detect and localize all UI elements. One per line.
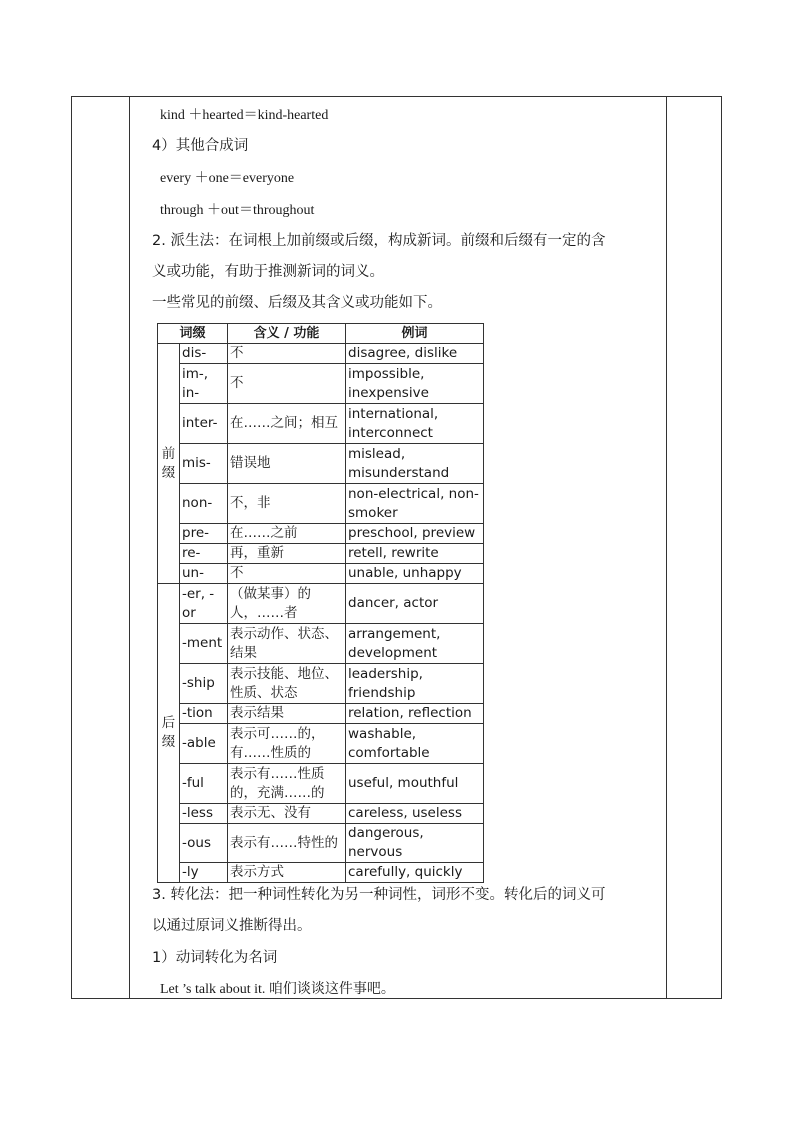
header-example: 例词 (346, 324, 484, 344)
example-cell: preschool, preview (346, 524, 484, 544)
affix-cell: -ly (180, 863, 228, 883)
example-cell: unable, unhappy (346, 564, 484, 584)
meaning-cell: 错误地 (228, 444, 346, 484)
header-affix: 词缀 (158, 324, 228, 344)
meaning-cell: 不 (228, 344, 346, 364)
affix-cell: pre- (180, 524, 228, 544)
meaning-cell: 再，重新 (228, 544, 346, 564)
table-row (158, 704, 484, 724)
example-cell: mislead, misunderstand (346, 444, 484, 484)
affix-cell: -less (180, 804, 228, 824)
subheading-verb-to-noun: 1）动词转化为名词 (152, 950, 278, 966)
example-cell: leadership, friendship (346, 664, 484, 704)
table-row (158, 724, 484, 764)
meaning-cell: 表示有……性质的，充满……的 (228, 764, 346, 804)
example-cell: disagree, dislike (346, 344, 484, 364)
left-column-divider (129, 97, 130, 998)
affix-cell: im-, in- (180, 364, 228, 404)
right-column-divider (666, 97, 667, 998)
meaning-cell: 不 (228, 564, 346, 584)
table-row (158, 444, 484, 484)
header-meaning: 含义 / 功能 (228, 324, 346, 344)
table-row (158, 804, 484, 824)
affix-cell: -er, -or (180, 584, 228, 624)
derivation-paragraph-line1: 2. 派生法：在词根上加前缀或后缀，构成新词。前缀和后缀有一定的含 (152, 233, 606, 249)
affix-cell: -able (180, 724, 228, 764)
example-cell: non-electrical, non-smoker (346, 484, 484, 524)
affix-cell: -ous (180, 824, 228, 863)
affix-cell: mis- (180, 444, 228, 484)
table-row (158, 564, 484, 584)
table-row (158, 664, 484, 704)
suffix-category-label (158, 584, 180, 883)
affix-intro-text: 一些常见的前缀、后缀及其含义或功能如下。 (152, 295, 442, 311)
affix-cell: re- (180, 544, 228, 564)
affix-cell: -ship (180, 664, 228, 704)
meaning-cell: （做某事）的人，……者 (228, 584, 346, 624)
table-row (158, 364, 484, 404)
affix-cell: -ful (180, 764, 228, 804)
category-char: 前 (161, 445, 176, 462)
meaning-cell: 表示技能、地位、性质、状态 (228, 664, 346, 704)
conversion-paragraph-line2: 以通过原词义推断得出。 (152, 918, 312, 934)
conversion-paragraph-line1: 3. 转化法：把一种词性转化为另一种词性，词形不变。转化后的词义可 (152, 887, 606, 903)
conversion-example-sentence: Let ’s talk about it. 咱们谈谈这件事吧。 (160, 982, 395, 997)
table-row (158, 863, 484, 883)
category-char: 缀 (161, 734, 176, 750)
example-cell: relation, reflection (346, 704, 484, 724)
meaning-cell: 不 (228, 364, 346, 404)
compound-example-throughout: through ＋out＝throughout (160, 203, 315, 218)
category-char: 后 (161, 715, 176, 731)
table-row (158, 544, 484, 564)
prefix-section (158, 344, 484, 584)
affix-cell: -ment (180, 624, 228, 664)
meaning-cell: 表示可……的，有……性质的 (228, 724, 346, 764)
table-row (158, 624, 484, 664)
table-row (158, 344, 484, 364)
derivation-paragraph-line2: 义或功能，有助于推测新词的词义。 (152, 264, 384, 280)
meaning-cell: 表示动作、状态、结果 (228, 624, 346, 664)
example-cell: carefully, quickly (346, 863, 484, 883)
meaning-cell: 表示无、没有 (228, 804, 346, 824)
category-char: 缀 (161, 464, 176, 481)
affix-table (157, 323, 484, 883)
table-row (158, 484, 484, 524)
example-cell: washable, comfortable (346, 724, 484, 764)
affix-cell: -tion (180, 704, 228, 724)
meaning-cell: 表示有……特性的 (228, 824, 346, 863)
meaning-cell: 表示结果 (228, 704, 346, 724)
affix-cell: inter- (180, 404, 228, 444)
example-cell: dangerous, nervous (346, 824, 484, 863)
example-cell: impossible, inexpensive (346, 364, 484, 404)
suffix-section (158, 584, 484, 883)
affix-cell: un- (180, 564, 228, 584)
table-row (158, 824, 484, 863)
example-cell: international, interconnect (346, 404, 484, 444)
table-header-row (158, 324, 484, 344)
subheading-other-compounds: 4）其他合成词 (152, 138, 249, 154)
example-cell: retell, rewrite (346, 544, 484, 564)
meaning-cell: 不，非 (228, 484, 346, 524)
meaning-cell: 在……之间；相互 (228, 404, 346, 444)
prefix-category-label (158, 344, 180, 584)
example-cell: arrangement, development (346, 624, 484, 664)
table-row (158, 584, 484, 624)
affix-cell: dis- (180, 344, 228, 364)
example-cell: careless, useless (346, 804, 484, 824)
meaning-cell: 在……之前 (228, 524, 346, 544)
table-row (158, 764, 484, 804)
affix-cell: non- (180, 484, 228, 524)
meaning-cell: 表示方式 (228, 863, 346, 883)
example-cell: useful, mouthful (346, 764, 484, 804)
example-cell: dancer, actor (346, 584, 484, 624)
table-row (158, 524, 484, 544)
compound-example-kindhearted: kind ＋hearted＝kind-hearted (160, 108, 329, 123)
table-row (158, 404, 484, 444)
compound-example-everyone: every ＋one＝everyone (160, 171, 295, 186)
